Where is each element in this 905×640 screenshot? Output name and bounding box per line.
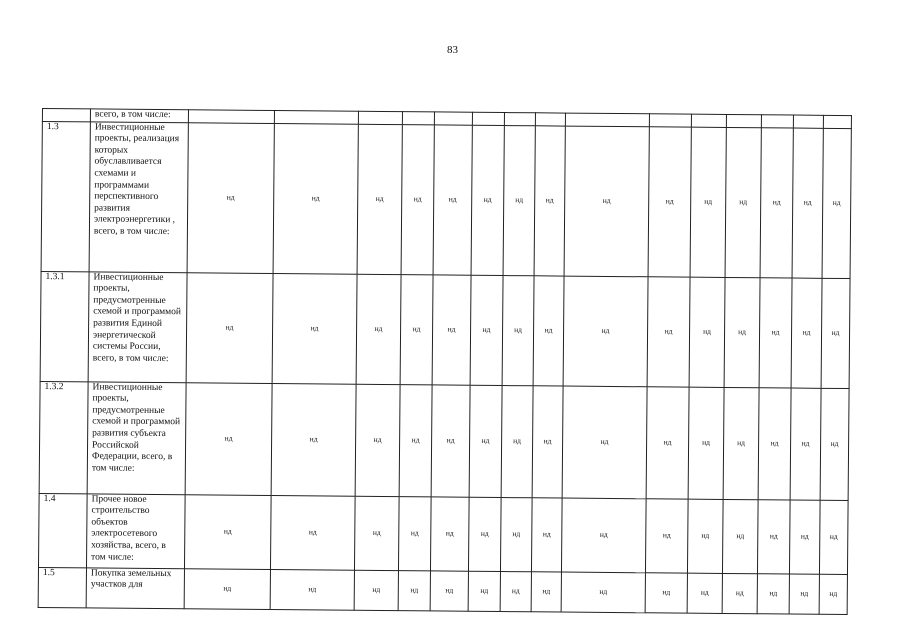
value-cell [402,112,434,125]
value-cell: нд [759,277,792,387]
value-cell: нд [760,127,793,277]
value-cell: нд [690,127,726,277]
value-cell: нд [532,385,563,497]
value-cell: нд [757,499,790,573]
value-cell: нд [648,126,691,276]
value-cell: нд [564,126,649,277]
value-cell: нд [272,273,357,384]
value-cell: нд [270,495,355,570]
value-cell: нд [398,570,430,610]
value-cell [188,110,274,123]
value-cell [793,115,823,128]
value-cell: нд [185,382,272,495]
value-cell: нд [271,383,356,496]
value-cell: нд [792,128,823,278]
value-cell: нд [688,387,724,499]
row-name-cell: всего, в том числе: [90,109,188,122]
value-cell: нд [500,571,531,611]
value-cell: нд [469,385,502,497]
value-cell: нд [399,384,432,496]
table-row [39,381,849,500]
value-cell: нд [725,127,761,277]
value-cell: нд [534,125,565,275]
value-cell: нд [187,122,274,273]
row-number-cell: 1.3.2 [39,381,88,493]
value-cell: нд [354,496,399,570]
value-cell: нд [647,276,690,386]
value-cell: нд [758,387,791,499]
value-cell: нд [432,275,471,385]
value-cell: нд [757,573,789,613]
value-cell [691,114,726,127]
value-cell: нд [789,574,819,614]
value-cell: нд [563,276,648,387]
row-number-cell: 1.4 [38,493,87,567]
value-cell [358,111,402,124]
row-number-cell [42,109,90,122]
row-name-cell: Инвестиционные проекты, предусмотренные схемой и программой развития субъекта Российской Федерации, всего, в том числе: [87,382,186,495]
value-cell: нд [401,124,434,274]
value-cell: нд [431,385,470,497]
value-cell [761,115,793,128]
table-row [41,121,851,278]
value-cell: нд [790,388,821,500]
row-number-cell: 1.3 [41,121,90,271]
value-cell: нд [398,496,431,570]
value-cell: нд [468,571,500,611]
value-cell: нд [821,278,850,388]
row-name-cell: Прочее новое строительство объектов электросетевого хозяйства, всего, в том числе: [86,494,185,569]
value-cell: нд [468,497,501,571]
value-cell: нд [722,499,758,573]
value-cell: нд [646,386,689,498]
row-name-cell: Инвестиционные проекты, реализация которых обуславливается схемами и программами перспективного развития электроэнергетики , всего, в том числе: [89,122,188,273]
value-cell: нд [471,125,504,275]
value-cell [565,113,649,126]
value-cell: нд [561,572,645,613]
value-cell [535,113,565,126]
value-cell: нд [561,498,646,573]
value-cell: нд [430,571,468,611]
value-cell [504,113,535,126]
value-cell: нд [430,497,469,571]
investment-table [38,108,852,615]
table-row [40,271,850,388]
value-cell: нд [531,571,561,611]
value-cell: нд [356,274,401,384]
value-cell: нд [819,574,847,614]
value-cell: нд [270,569,354,610]
value-cell: нд [433,125,472,275]
value-cell: нд [789,500,820,574]
value-cell: нд [501,385,533,497]
value-cell: нд [820,388,849,500]
value-cell: нд [357,124,402,274]
row-number-cell: 1.5 [38,567,86,607]
row-name-cell: Покупка земельных участков для [86,567,184,608]
value-cell: нд [724,277,760,387]
value-cell: нд [184,568,270,609]
value-cell [649,114,691,127]
value-cell [472,112,504,125]
value-cell: нд [186,272,273,383]
value-cell: нд [645,572,687,612]
value-cell: нд [822,128,851,278]
page-number: 83 [447,44,458,56]
value-cell: нд [819,500,848,574]
row-number-cell: 1.3.1 [40,271,89,381]
value-cell: нд [500,497,532,571]
value-cell: нд [354,570,398,610]
value-cell: нд [531,497,562,571]
value-cell: нд [562,386,647,499]
value-cell: нд [645,498,688,572]
value-cell: нд [791,278,822,388]
value-cell: нд [502,275,534,385]
value-cell: нд [470,275,503,385]
value-cell: нд [503,125,535,275]
value-cell: нд [722,573,757,613]
table-row [38,567,847,614]
value-cell: нд [273,123,358,274]
row-name-cell: Инвестиционные проекты, предусмотренные схемой и программой развития Единой энергетической системы России, всего, в том числе: [88,272,187,383]
value-cell: нд [687,573,722,613]
value-cell: нд [355,384,400,496]
value-cell [823,115,851,128]
value-cell [274,111,358,124]
value-cell: нд [687,499,723,573]
value-cell [726,114,761,127]
value-cell: нд [723,387,759,499]
value-cell [434,112,472,125]
table-row [38,493,848,574]
value-cell: нд [689,277,725,387]
value-cell: нд [184,494,271,569]
value-cell: нд [533,275,564,385]
value-cell: нд [400,274,433,384]
